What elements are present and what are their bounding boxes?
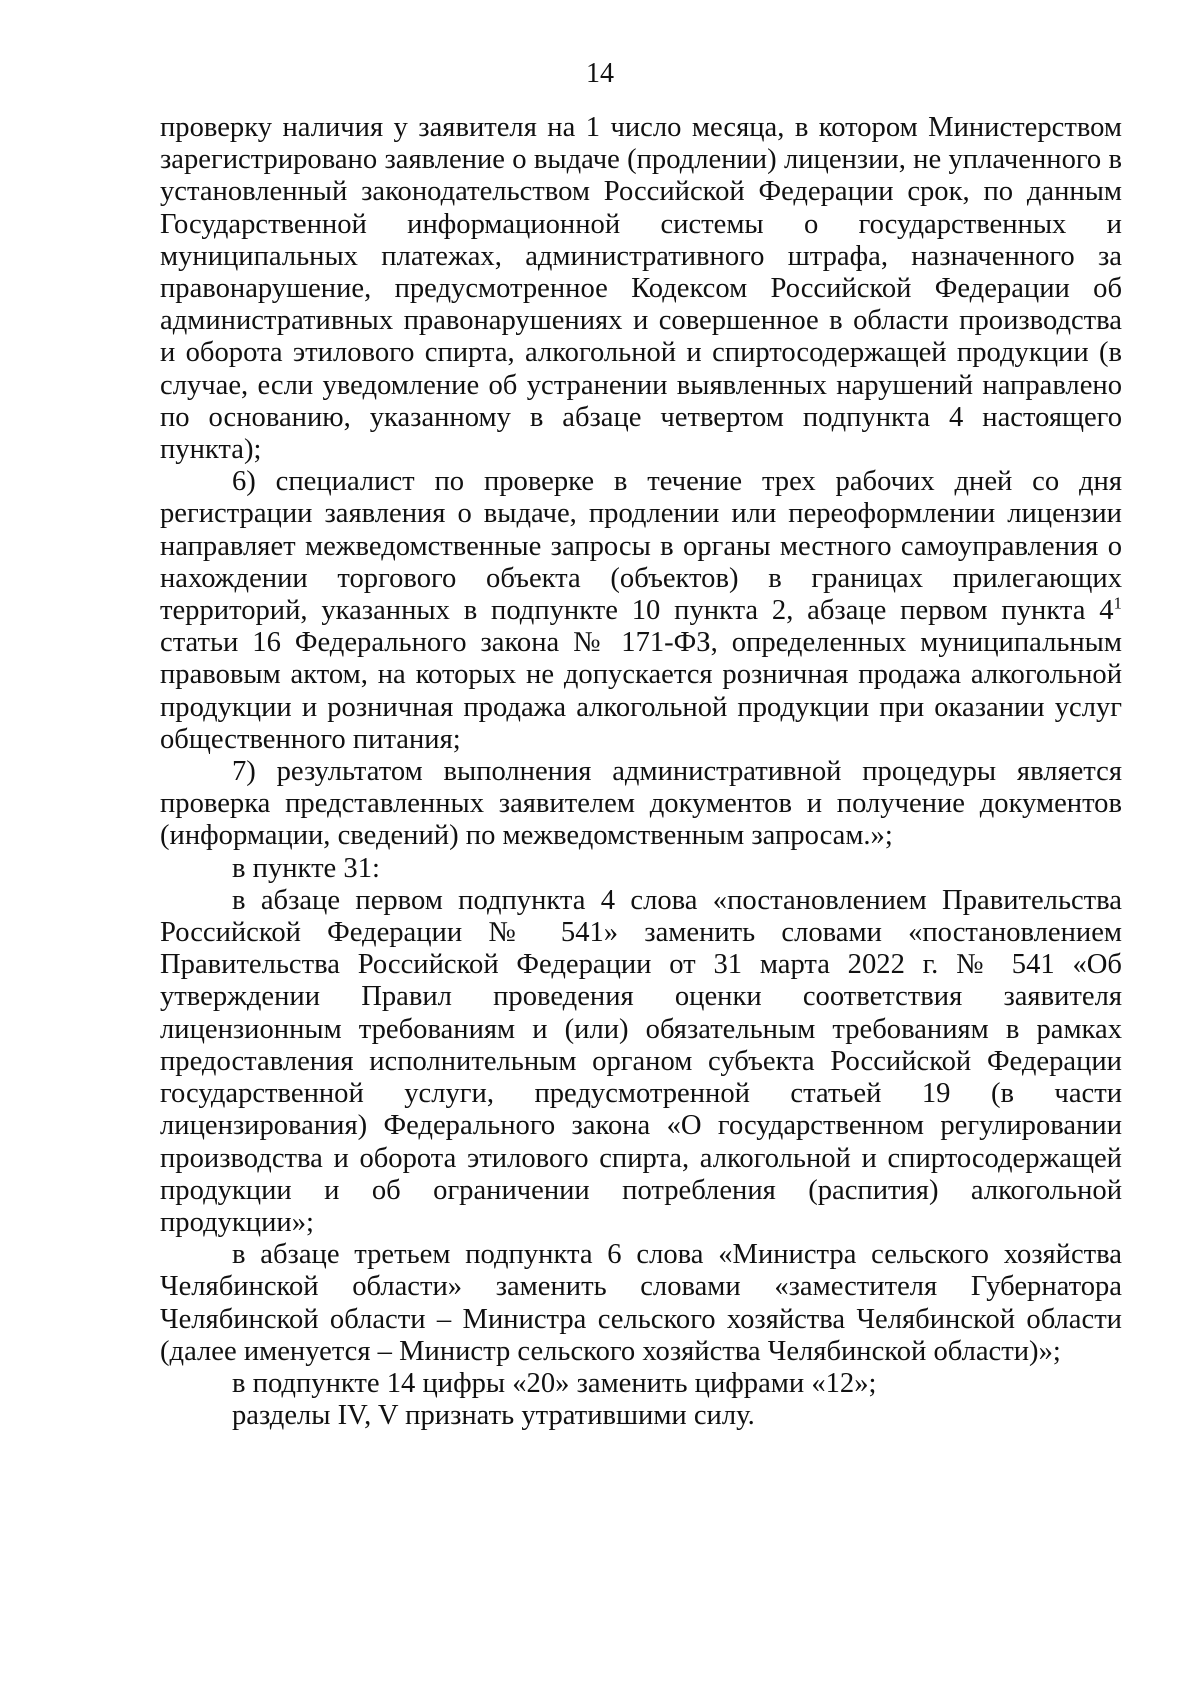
- paragraph-2-text-before-sup: 6) специалист по проверке в течение трех рабочих дней со дня регистрации заявления о выдаче, продлении или переоформлении лицензии направляет межведомственные запросы в органы местного самоуправления о нахождении торгового объекта (объектов) в границах прилегающих территорий, указанных в подпункте 10 пункта 2, абзаце первом пункта 4: [160, 466, 1122, 627]
- paragraph-3: 7) результатом выполнения административной процедуры является проверка представленных заявителем документов и получение документов (информации, сведений) по межведомственным запросам.»;: [160, 756, 1122, 852]
- paragraph-8: разделы IV, V признать утратившими силу.: [232, 1400, 755, 1432]
- paragraph-6: в абзаце третьем подпункта 6 слова «Министра сельского хозяйства Челябинской области» заменить словами «заместителя Губернатора Челябинской области – Министра сельского хозяйства Челябинской области (далее именуется – Министр сельского хозяйства Челябинской области)»;: [160, 1239, 1122, 1367]
- paragraph-4: в пункте 31:: [232, 852, 380, 884]
- page-number: 14: [586, 58, 614, 89]
- paragraph-5: в абзаце первом подпункта 4 слова «постановлением Правительства Российской Федерации № 541» заменить словами «постановлением Правительства Российской Федерации от 31 марта 2022 г. № 541 «Об утверждении Правил проведения оценки соответствия заявителя лицензионным требованиям и (или) обязательным требованиям в рамках предоставления исполнительным органом субъекта Российской Федерации государственной услуги, предусмотренной статьей 19 (в части лицензирования) Федерального закона «О государственном регулировании производства и оборота этилового спирта, алкогольной и спиртосодержащей продукции и об ограничении потребления (распития) алкогольной продукции»;: [160, 884, 1122, 1238]
- paragraph-2: [160, 466, 1122, 756]
- paragraph-7: в подпункте 14 цифры «20» заменить цифрами «12»;: [232, 1367, 877, 1399]
- superscript-one: 1: [1113, 593, 1122, 613]
- paragraph-1: проверку наличия у заявителя на 1 число месяца, в котором Министерством зарегистрировано заявление о выдаче (продлении) лицензии, не уплаченного в установленный законодательством Российской Федерации срок, по данным Государственной информационной системы о государственных и муниципальных платежах, административного штрафа, назначенного за правонарушение, предусмотренное Кодексом Российской Федерации об административных правонарушениях и совершенное в области производства и оборота этилового спирта, алкогольной и спиртосодержащей продукции (в случае, если уведомление об устранении выявленных нарушений направлено по основанию, указанному в абзаце четвертом подпункта 4 настоящего пункта);: [160, 112, 1122, 466]
- paragraph-2-text-after-sup: статьи 16 Федерального закона № 171-ФЗ, определенных муниципальным правовым актом, на которых не допускается розничная продажа алкогольной продукции и розничная продажа алкогольной продукции при оказании услуг общественного питания;: [160, 627, 1122, 755]
- document-body: [160, 112, 1122, 1432]
